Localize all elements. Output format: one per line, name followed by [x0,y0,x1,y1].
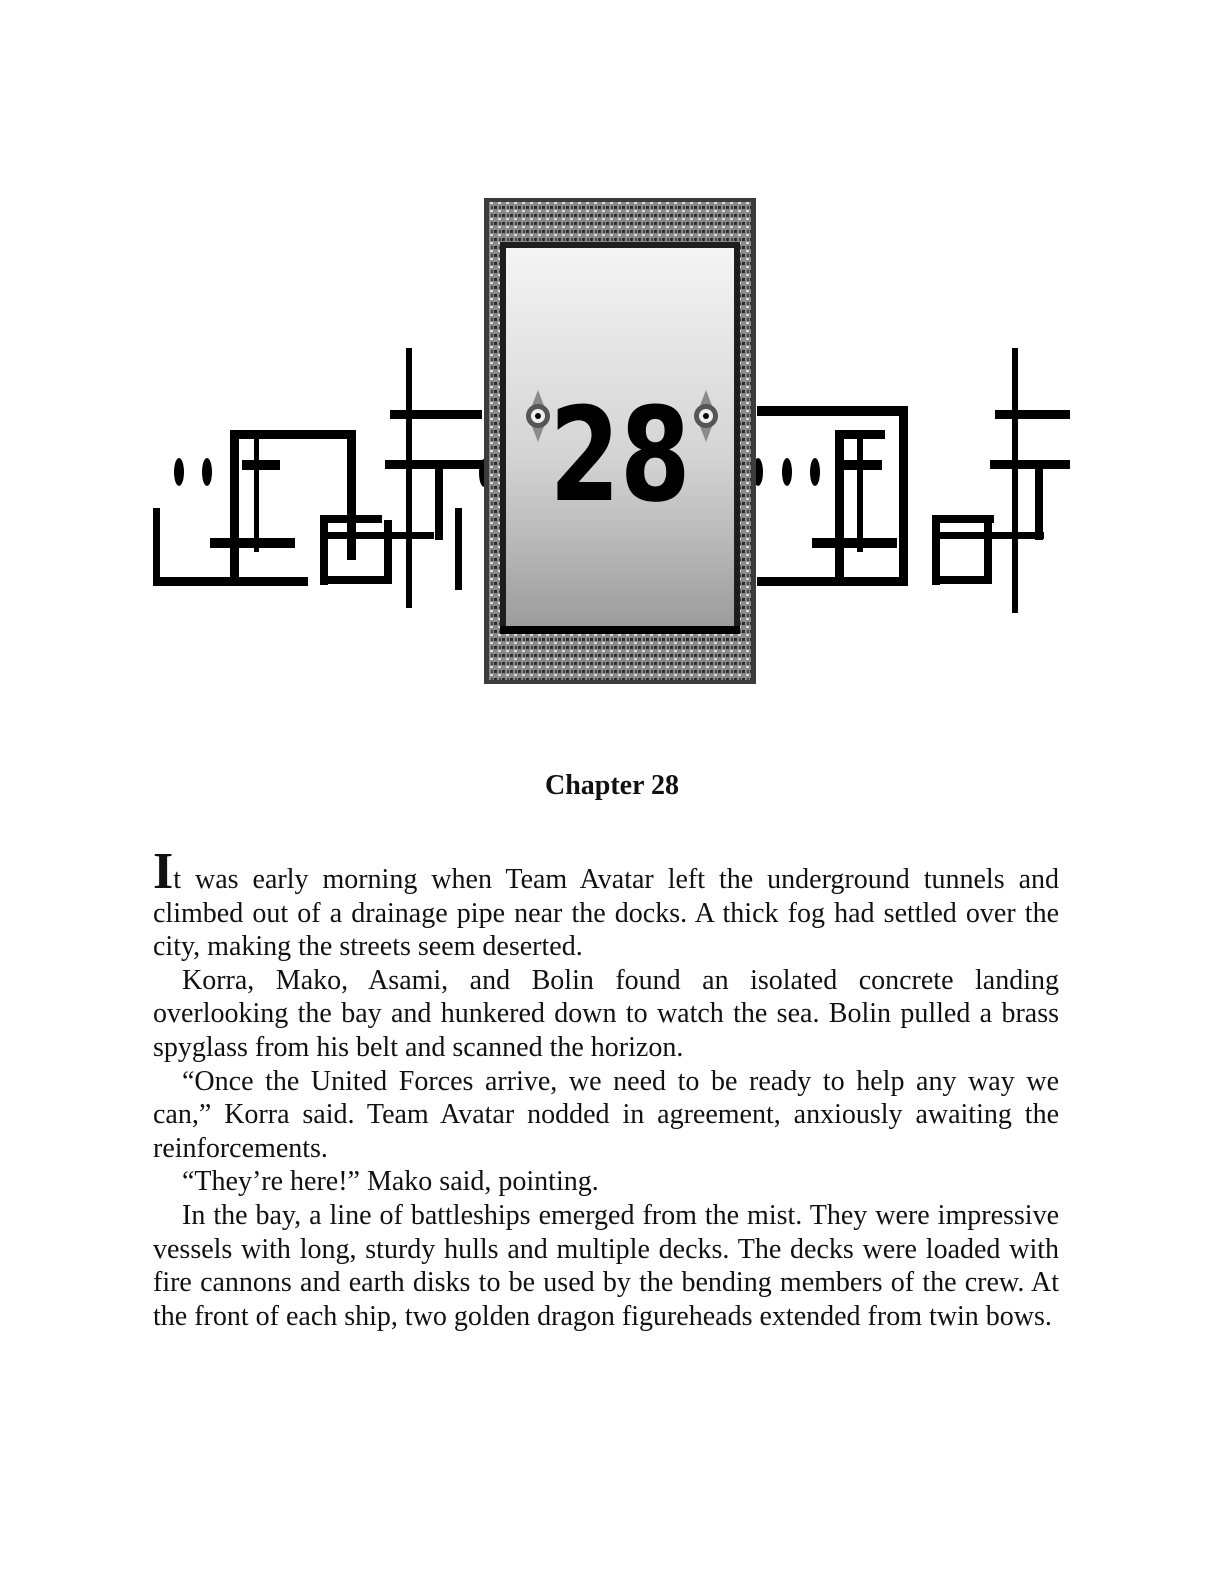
chapter-body [153,843,1059,1333]
chapter-number: 28 [549,380,691,532]
number-panel [484,198,756,684]
paragraph-1: It was early morning when Team Avatar left the underground tunnels and climbed out of a drainage pipe near the docks. A thick fog had settled over the city, making the streets seem deserted. [153,843,1059,963]
chapter-title: Chapter 28 [544,770,680,801]
left-key-pattern [153,348,489,608]
paragraph-3: “Once the United Forces arrive, we need to be ready to help any way we can,” Korra said. Team Avatar nodded in agreement, anxiously awaiting the reinforcements. [153,1065,1059,1164]
paragraph-4: “They’re here!” Mako said, pointing. [182,1166,599,1198]
chapter-ornament [150,190,1070,690]
paragraph-5: In the bay, a line of battleships emerged from the mist. They were impressive vessels with long, sturdy hulls and multiple decks. The decks were loaded with fire cannons and earth disks to be used by the bending members of the crew. At the front of each ship, two golden dragon figureheads extended from twin bows. [153,1199,1059,1332]
paragraph-2: Korra, Mako, Asami, and Bolin found an isolated concrete landing overlooking the bay and hunkered down to watch the sea. Bolin pulled a brass spyglass from his belt and scanned the horizon. [153,964,1059,1063]
right-key-pattern [753,348,1070,613]
drop-cap: I [153,843,174,900]
